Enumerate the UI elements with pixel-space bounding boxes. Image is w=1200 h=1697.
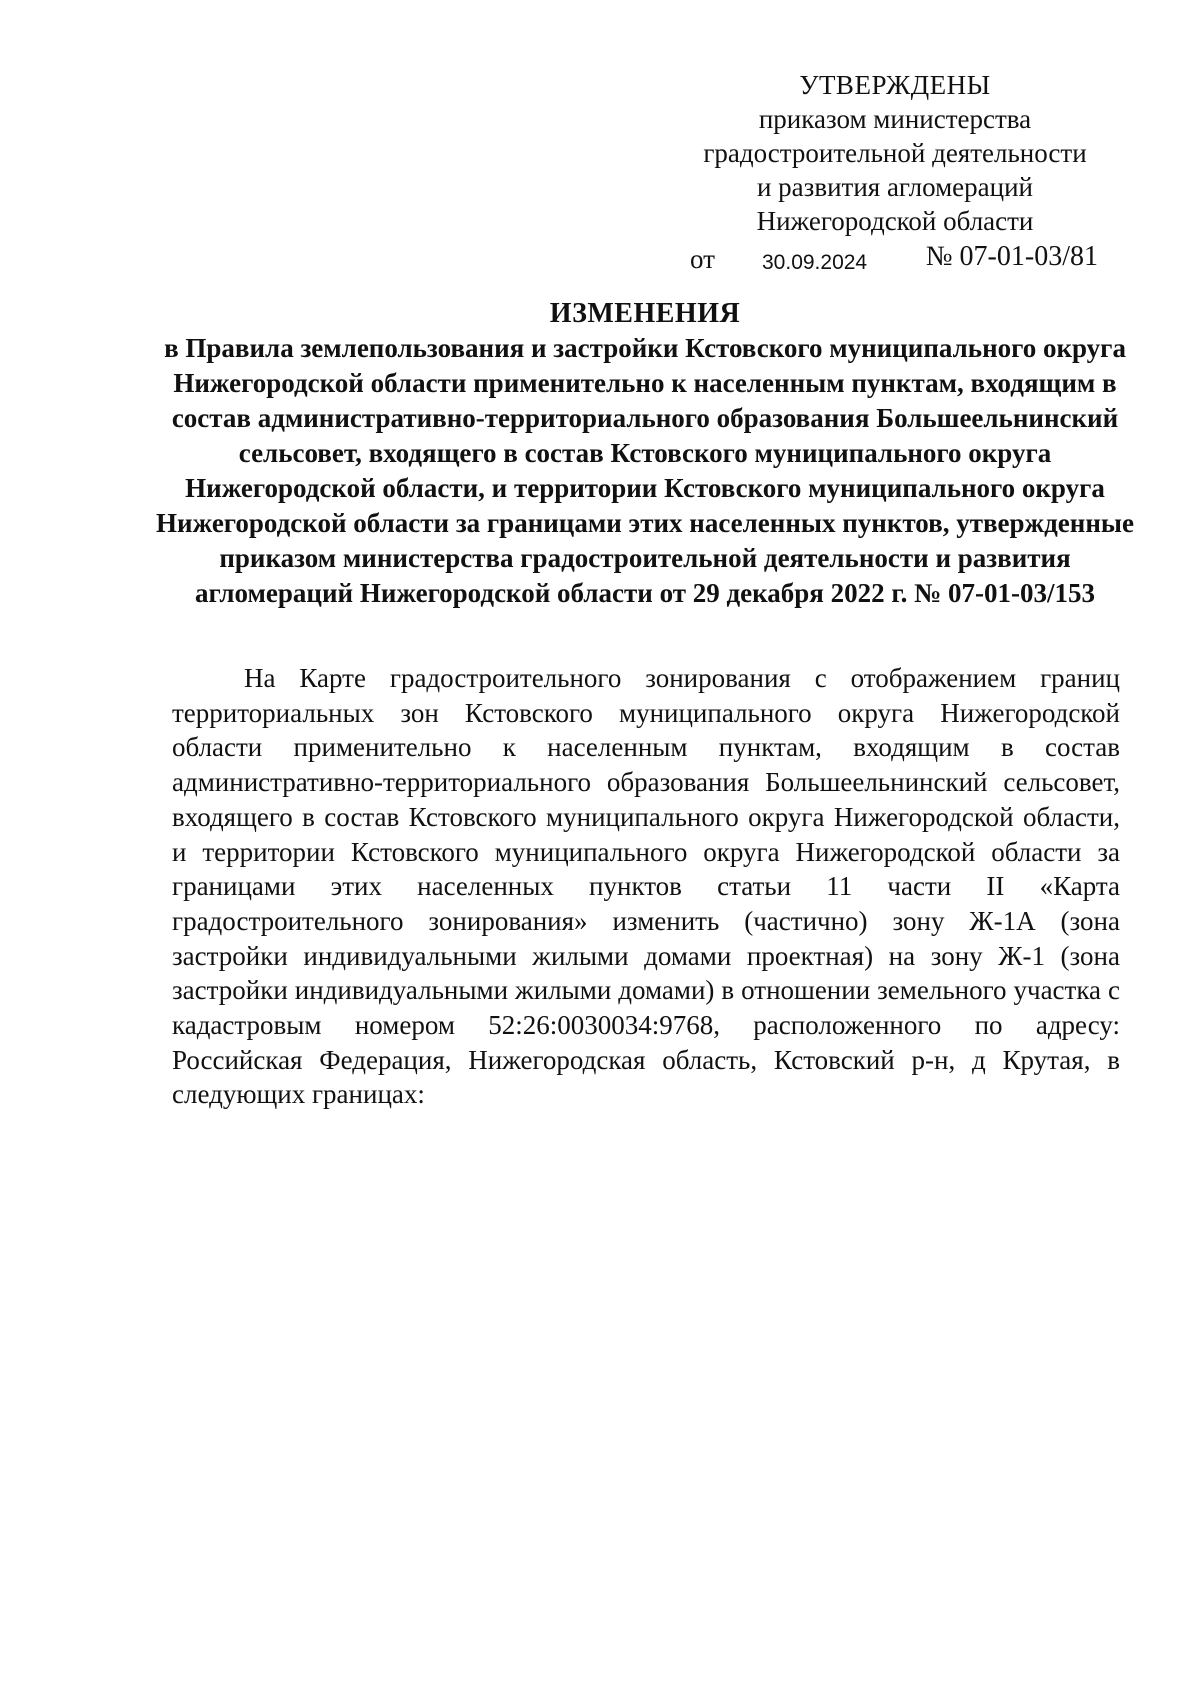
order-number: № 07-01-03/81 bbox=[925, 241, 1098, 272]
approval-title: УТВЕРЖДЕНЫ bbox=[799, 70, 991, 100]
date-prefix: от bbox=[690, 244, 715, 274]
approval-block bbox=[690, 68, 1100, 278]
approval-date-line bbox=[690, 238, 1100, 278]
approval-line: и развития агломераций bbox=[756, 172, 1033, 202]
heading-title: ИЗМЕНЕНИЯ bbox=[549, 298, 741, 329]
approval-line: приказом министерства bbox=[758, 104, 1032, 134]
approval-date: 30.09.2024 bbox=[762, 251, 868, 274]
document-heading bbox=[150, 296, 1140, 611]
approval-line: градостроительной деятельности bbox=[703, 138, 1087, 168]
approval-line: Нижегородской области bbox=[756, 206, 1034, 236]
body-paragraph: На Карте градостроительного зонирования с отображением границ территориальных зон Кстовского муниципального округа Нижегородской области применительно к населенным пунктам, входящим в состав административно-территориального образования Большеельнинский сельсовет, входящего в состав Кстовского муниципального округа Нижегородской области, и территории Кстовского муниципального округа Нижегородской области за границами этих населенных пунктов статьи 11 части II «Карта градостроительного зонирования» изменить (частично) зону Ж-1А (зона застройки индивидуальными жилыми домами проектная) на зону Ж-1 (зона застройки индивидуальными жилыми домами) в отношении земельного участка с кадастровым номером 52:26:0030034:9768, расположенного по адресу: Российская Федерация, Нижегородская область, Кстовский р-н, д Крутая, в следующих границах: bbox=[172, 663, 1120, 1110]
heading-subtitle: в Правила землепользования и застройки Кстовского муниципального округа Нижегородской области применительно к населенным пунктам, входящим в состав административно-территориального образования Большеельнинский сельсовет, входящего в состав Кстовского муниципального округа Нижегородской области, и территории Кстовского муниципального округа Нижегородской области за границами этих населенных пунктов, утвержденные приказом министерства градостроительной деятельности и развития агломераций Нижегородской области от 29 декабря 2022 г. № 07-01-03/153 bbox=[156, 333, 1134, 608]
